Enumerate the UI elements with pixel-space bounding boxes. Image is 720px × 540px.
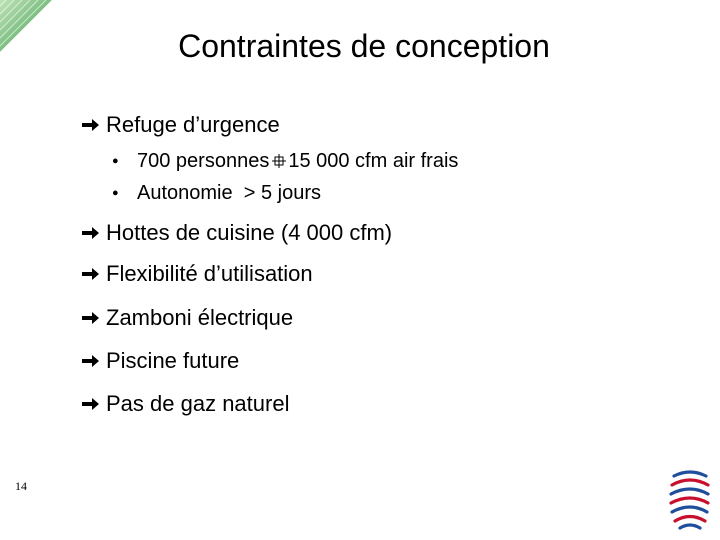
bullet-item [80, 390, 289, 418]
arrow-right-icon [80, 304, 102, 332]
sub-label-before: 700 personnes [137, 150, 270, 172]
bullet-label: Zamboni électrique [106, 305, 294, 330]
arrow-right-icon [80, 260, 102, 288]
bullet-label: Flexibilité d’utilisation [106, 261, 313, 286]
bullet-label: Pas de gaz naturel [106, 391, 290, 416]
arrow-right-icon [80, 111, 102, 139]
page-number: 14 [15, 479, 27, 493]
arrow-right-icon [80, 390, 102, 418]
slide-title: Contraintes de conception [178, 28, 550, 64]
bullet-item [80, 219, 392, 247]
sub-label-after: 15 000 cfm air frais [288, 150, 459, 172]
bullet-item [80, 304, 293, 332]
striped-globe-logo [668, 468, 710, 530]
bullet-item [80, 260, 313, 288]
bullet-label: Piscine future [106, 348, 240, 373]
crosshair-icon [272, 154, 286, 168]
dot-icon: ● [112, 155, 119, 167]
bullet-item [80, 347, 239, 375]
arrow-right-icon [80, 219, 102, 247]
bullet-item [80, 111, 280, 139]
sub-bullet-item [112, 148, 458, 174]
bullet-label: Hottes de cuisine (4 000 cfm) [106, 220, 393, 245]
sub-label: Autonomie > 5 jours [137, 182, 321, 204]
sub-bullet-item [112, 180, 321, 206]
bullet-label: Refuge d’urgence [106, 112, 280, 137]
dot-icon: ● [112, 187, 119, 199]
arrow-right-icon [80, 347, 102, 375]
